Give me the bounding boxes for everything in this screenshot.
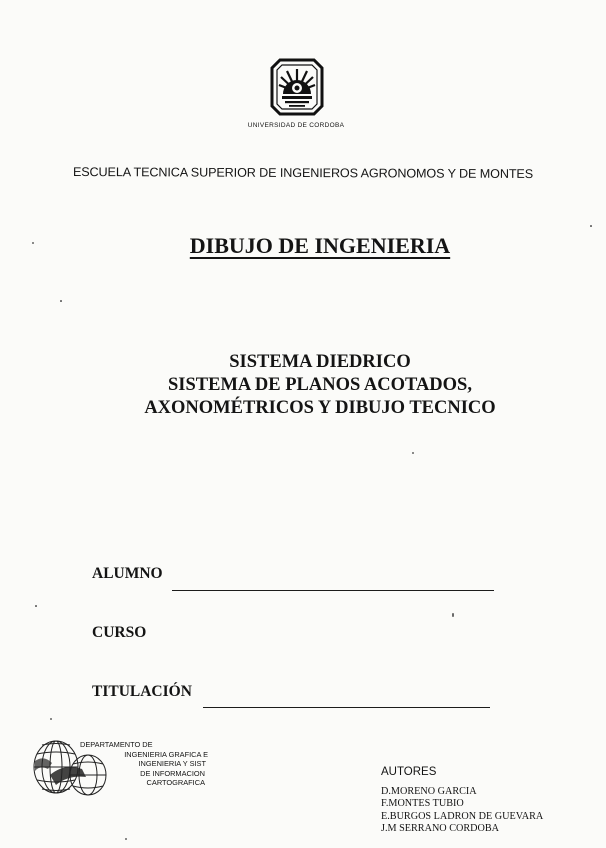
author-name: E.BURGOS LADRON DE GUEVARA — [381, 810, 544, 822]
author-name: D.MORENO GARCIA — [381, 786, 477, 797]
department-line: INGENIERIA Y SIST — [138, 759, 206, 769]
topic-block — [40, 351, 600, 420]
scan-speck — [35, 605, 37, 607]
scan-speck — [32, 242, 34, 244]
scan-speck — [452, 613, 454, 617]
school-name: ESCUELA TECNICA SUPERIOR DE INGENIEROS AGRONOMOS Y DE MONTES — [72, 164, 534, 182]
author-name: J.M SERRANO CORDOBA — [381, 822, 500, 834]
scan-speck — [590, 225, 592, 227]
scan-speck — [60, 300, 62, 302]
alumno-label: ALUMNO — [92, 565, 163, 582]
subject-title — [40, 233, 600, 259]
department-line: DE INFORMACION — [140, 768, 205, 778]
department-line: CARTOGRAFICA — [146, 778, 205, 788]
department-line: INGENIERIA GRAFICA E — [124, 749, 208, 759]
department-line: DEPARTAMENTO DE — [80, 740, 153, 749]
department-name — [80, 740, 210, 788]
curso-label: CURSO — [92, 624, 147, 641]
topic-line: SISTEMA DE PLANOS ACOTADOS, — [168, 375, 472, 395]
scan-speck — [50, 718, 52, 720]
titulacion-label: TITULACIÓN — [92, 683, 192, 700]
scan-speck — [412, 452, 414, 454]
subject-title-text: DIBUJO DE INGENIERIA — [189, 233, 451, 258]
titulacion-field-line[interactable] — [203, 707, 490, 708]
topic-line: AXONOMÉTRICOS Y DIBUJO TECNICO — [144, 398, 496, 418]
authors-heading: AUTORES — [381, 766, 437, 778]
author-name: F.MONTES TUBIO — [381, 798, 464, 810]
university-name: UNIVERSIDAD DE CORDOBA — [247, 122, 345, 129]
alumno-field-line[interactable] — [172, 590, 494, 591]
university-sun-crest-icon — [270, 58, 324, 116]
authors-list — [381, 786, 543, 835]
scan-speck — [125, 838, 127, 840]
topic-line: SISTEMA DIEDRICO — [229, 352, 411, 372]
